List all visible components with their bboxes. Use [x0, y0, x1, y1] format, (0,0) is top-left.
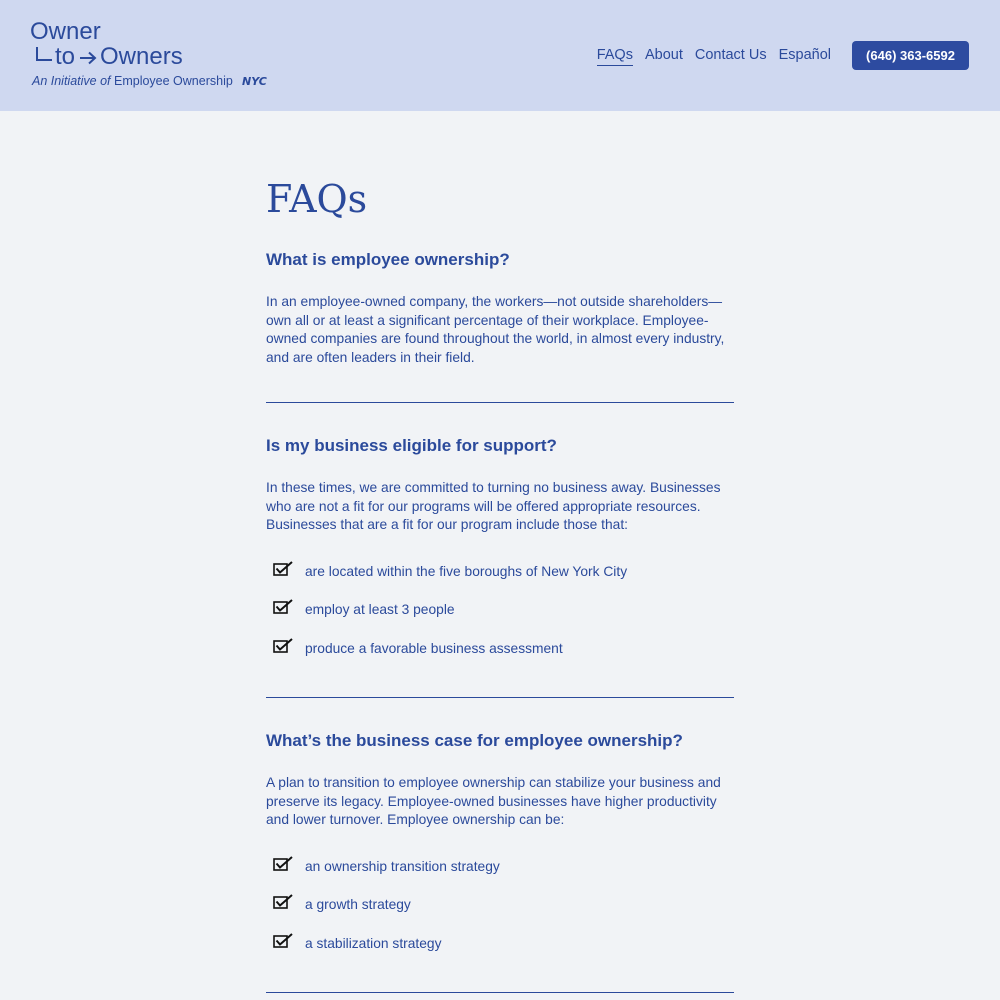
- nav-faqs-link[interactable]: FAQs: [597, 45, 633, 66]
- logo-hook-icon: [36, 47, 52, 61]
- checkbox-check-icon: [273, 894, 293, 910]
- logo-owners-text: Owners: [100, 43, 183, 70]
- faq-divider: [266, 697, 734, 698]
- checkbox-check-icon: [273, 599, 293, 615]
- phone-button[interactable]: (646) 363-6592: [852, 41, 969, 70]
- faq-item: [266, 729, 734, 951]
- faq-divider: [266, 402, 734, 403]
- faq-answer: In an employee-owned company, the workers—not outside shareholders—own all or at least a significant percentage of their workplace. Employee-owned companies are found throughout the world, in almost every industry, and are often leaders in their field.: [266, 294, 725, 366]
- checkbox-check-icon: [273, 856, 293, 872]
- svg-text:NYC: NYC: [242, 75, 268, 86]
- logo-owner-text: Owner: [30, 18, 101, 45]
- checkbox-check-icon: [273, 561, 293, 577]
- logo-tagline-text: Employee Ownership: [114, 74, 233, 88]
- list-item-text: produce a favorable business assessment: [305, 640, 563, 656]
- list-item-text: employ at least 3 people: [305, 602, 455, 618]
- site-logo[interactable]: [30, 18, 270, 98]
- list-item-text: a growth strategy: [305, 897, 411, 913]
- nyc-logo-icon: [242, 75, 272, 86]
- list-item-text: are located within the five boroughs of New York City: [305, 564, 628, 579]
- faq-question: Is my business eligible for support?: [266, 436, 557, 455]
- faq-answer: In these times, we are committed to turning no business away. Businesses who are not a fit for our programs will be offered appropriate resources. Businesses that are a fit for our program include those that:: [266, 480, 721, 533]
- nav-about-link[interactable]: About: [644, 47, 683, 63]
- nav-contact-link[interactable]: Contact Us: [694, 47, 767, 63]
- site-header: [0, 0, 1000, 111]
- faq-question: What’s the business case for employee ownership?: [266, 731, 683, 750]
- checkbox-check-icon: [273, 638, 293, 654]
- logo-tagline-italic: An Initiative of: [32, 74, 111, 88]
- list-item-text: an ownership transition strategy: [305, 859, 500, 874]
- logo-second-line: [30, 42, 230, 72]
- faq-answer: A plan to transition to employee ownership can stabilize your business and preserve its legacy. Employee-owned businesses have higher productivity and lower turnover. Employee ownership can be:: [266, 775, 721, 828]
- arrow-right-icon: [79, 51, 97, 65]
- list-item-text: a stabilization strategy: [305, 935, 442, 951]
- faq-item: [266, 434, 734, 656]
- faq-item: [266, 248, 734, 366]
- faq-question: What is employee ownership?: [266, 250, 510, 269]
- nav-espanol-link[interactable]: Español: [778, 47, 831, 63]
- faq-divider: [266, 992, 734, 993]
- logo-to-text: to: [55, 43, 76, 70]
- checkbox-check-icon: [273, 933, 293, 949]
- main-nav: [597, 45, 831, 66]
- page-title: FAQs: [266, 177, 368, 221]
- logo-tagline: [32, 74, 272, 88]
